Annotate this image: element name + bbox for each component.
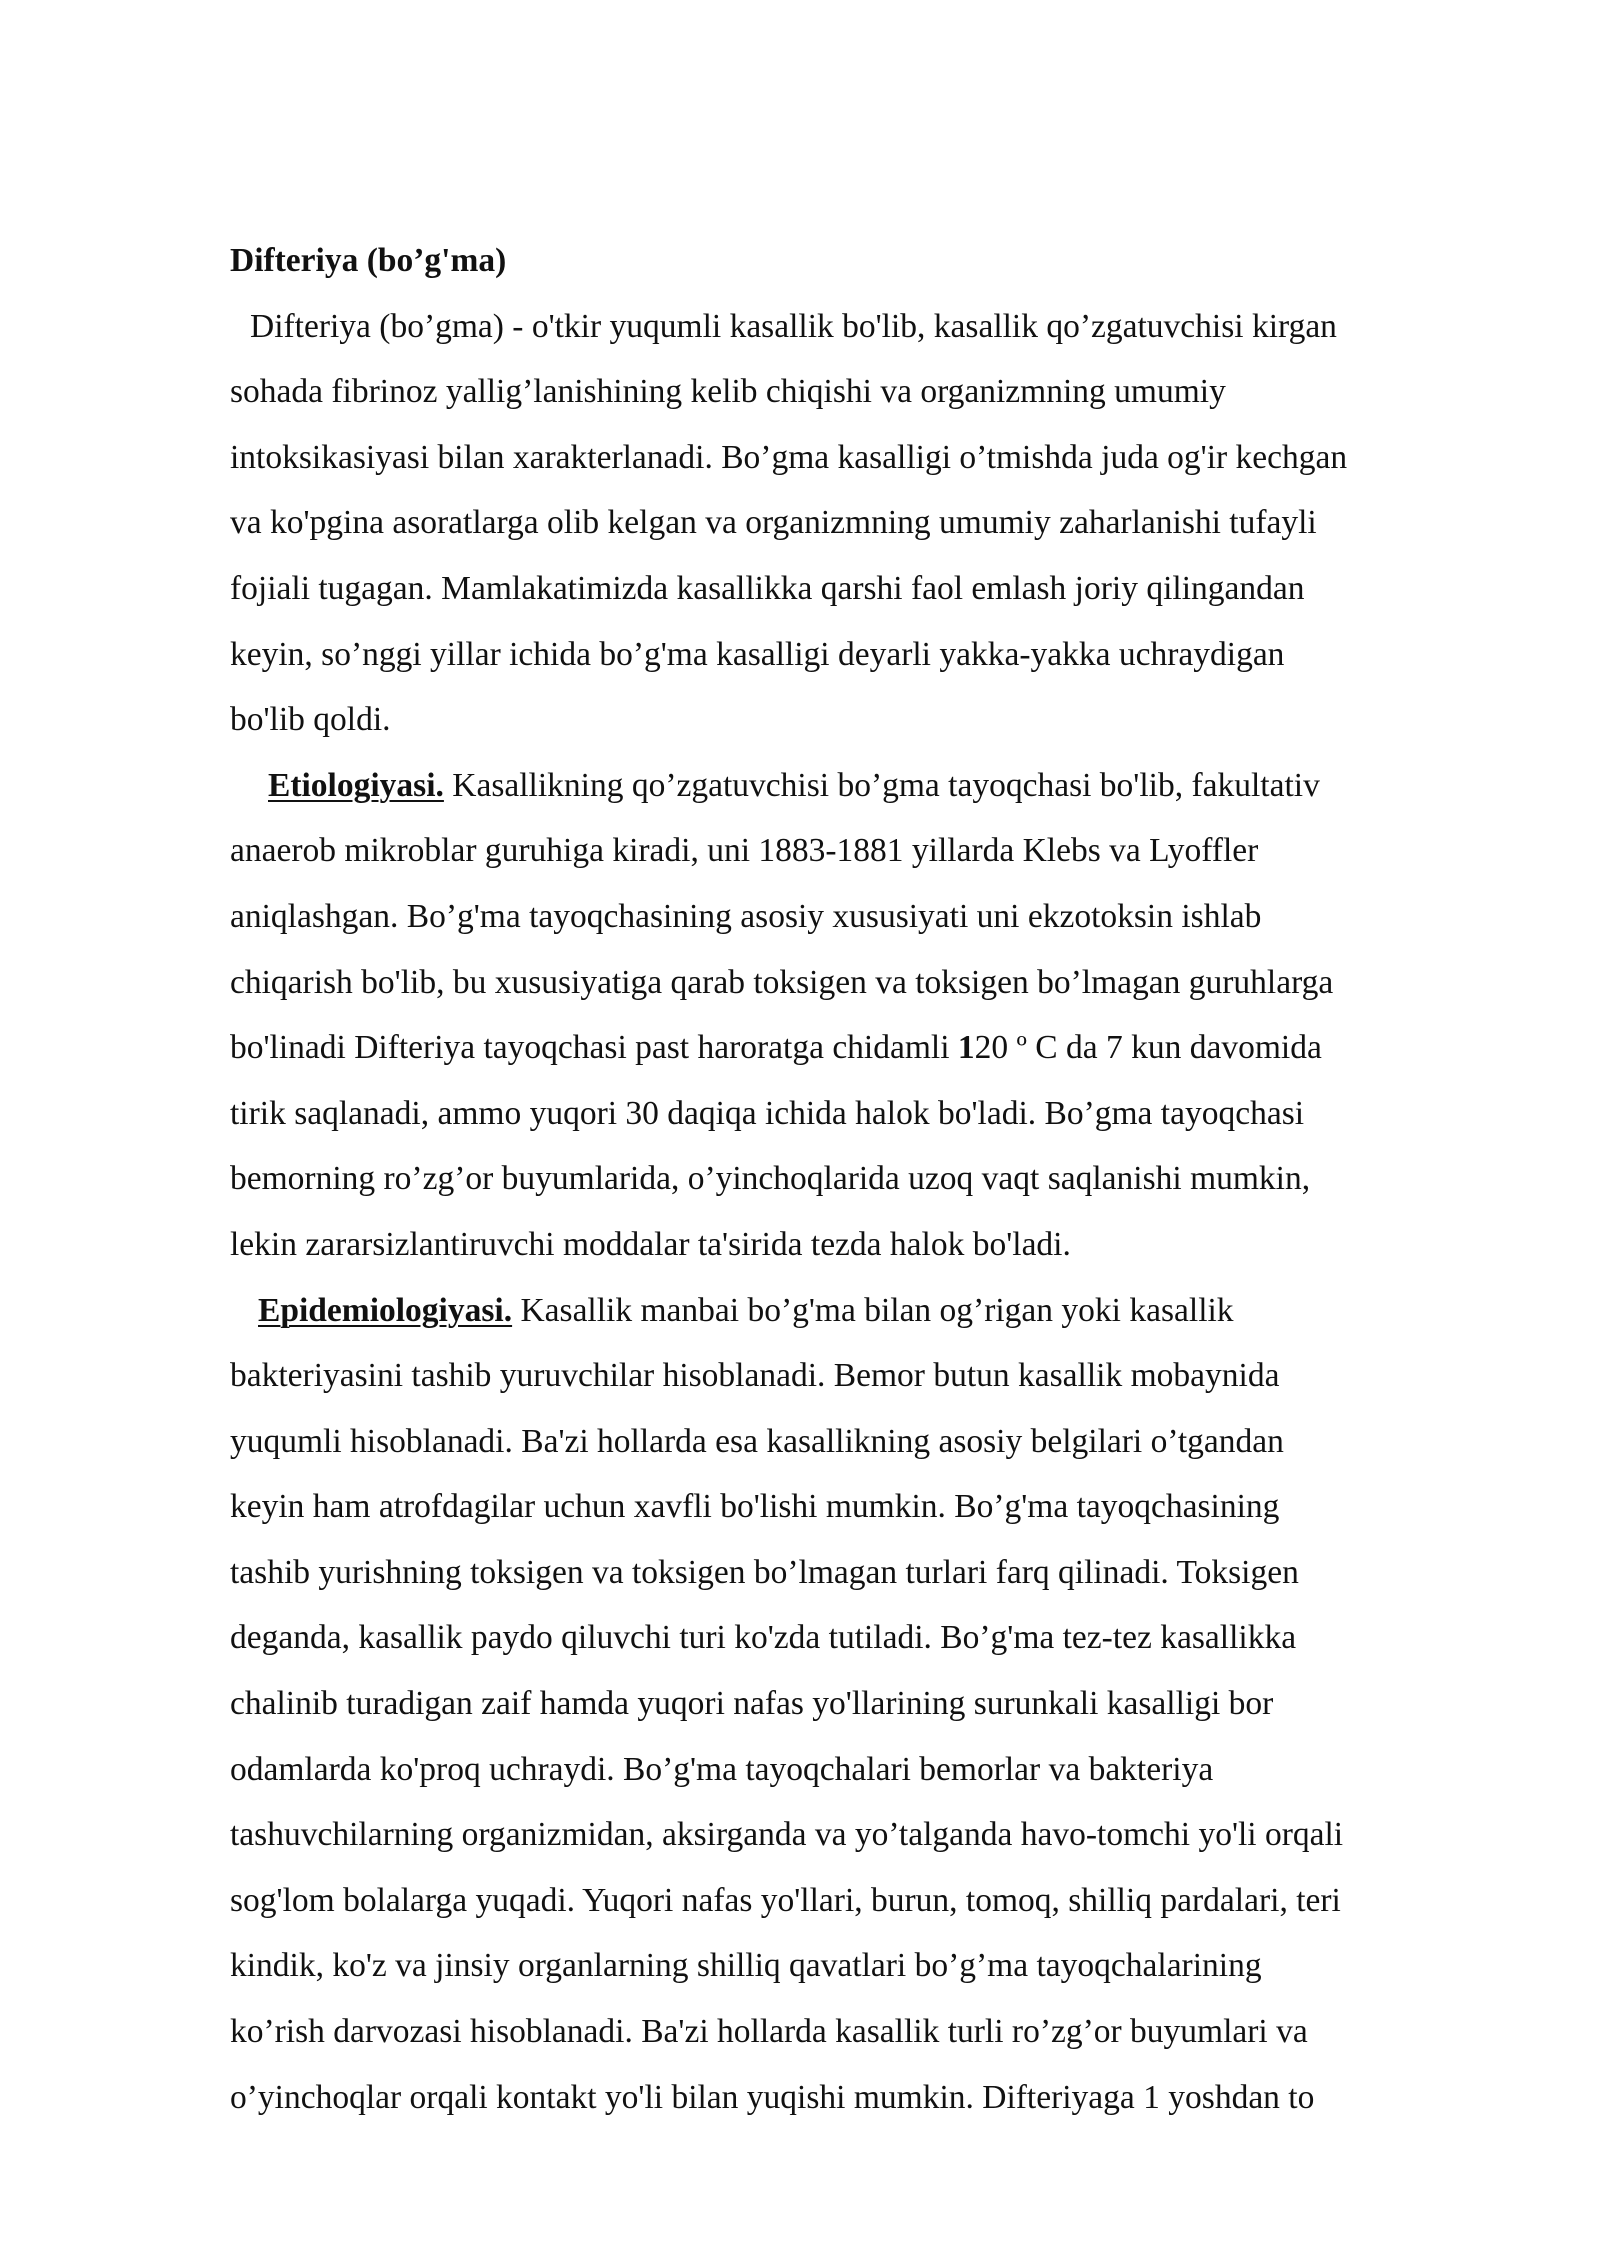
etiology-first-line: Kasallikning qo’zgatuvchisi bo’gma tayoqchasi bo'lib, fakultativ	[443, 766, 1320, 804]
document-title: Difteriya (bo’g'ma)	[230, 242, 507, 279]
paragraph-line: fojiali tugagan. Mamlakatimizda kasallikka qarshi faol emlash joriy qilingandan	[230, 569, 1305, 607]
paragraph-line: chiqarish bo'lib, bu xususiyatiga qarab toksigen va toksigen bo’lmagan guruhlarga	[230, 963, 1334, 1001]
paragraph-line: o’yinchoqlar orqali kontakt yo'li bilan yuqishi mumkin. Difteriyaga 1 yoshdan to	[230, 2078, 1315, 2116]
epidemiology-heading: Epidemiologiyasi.	[258, 1291, 513, 1329]
paragraph-line: sog'lom bolalarga yuqadi. Yuqori nafas yo'llari, burun, tomoq, shilliq pardalari, teri	[230, 1881, 1341, 1919]
paragraph-line: lekin zararsizlantiruvchi moddalar ta'sirida tezda halok bo'ladi.	[230, 1225, 1071, 1263]
paragraph-line: bemorning ro’zg’or buyumlarida, o’yinchoqlarida uzoq vaqt saqlanishi mumkin,	[230, 1160, 1311, 1198]
paragraph-line	[230, 753, 1530, 819]
etiology-paragraph	[230, 753, 1530, 1278]
paragraph-line: deganda, kasallik paydo qiluvchi turi ko'zda tutiladi. Bo’g'ma tez-tez kasallikka	[230, 1619, 1297, 1657]
paragraph-line: tashuvchilarning organizmidan, aksirganda va yo’talganda havo-tomchi yo'li orqali	[230, 1816, 1344, 1854]
etiology-heading: Etiologiyasi.	[268, 766, 444, 804]
paragraph-line	[230, 1278, 1530, 1344]
document-page	[230, 228, 1530, 2130]
temp-bold-digit: 1	[957, 1029, 975, 1067]
temp-text-before: bo'linadi Difteriya tayoqchasi past haroratga chidamli	[230, 1029, 958, 1067]
paragraph-line: keyin ham atrofdagilar uchun xavfli bo'lishi mumkin. Bo’g'ma tayoqchasining	[230, 1488, 1280, 1526]
paragraph-line: tirik saqlanadi, ammo yuqori 30 daqiqa ichida halok bo'ladi. Bo’gma tayoqchasi	[230, 1094, 1305, 1132]
paragraph-line: kindik, ko'z va jinsiy organlarning shilliq qavatlari bo’g’ma tayoqchalarining	[230, 1947, 1262, 1985]
epidemiology-paragraph	[230, 1278, 1530, 2131]
paragraph-line: keyin, so’nggi yillar ichida bo’g'ma kasalligi deyarli yakka-yakka uchraydigan	[230, 635, 1285, 673]
paragraph-line: odamlarda ko'proq uchraydi. Bo’g'ma tayoqchalari bemorlar va bakteriya	[230, 1750, 1214, 1788]
paragraph-line: chalinib turadigan zaif hamda yuqori nafas yo'llarining surunkali kasalligi bor	[230, 1685, 1274, 1723]
paragraph-line: yuqumli hisoblanadi. Ba'zi hollarda esa kasallikning asosiy belgilari o’tgandan	[230, 1422, 1284, 1460]
temp-text-after: 20 º C da 7 kun davomida	[974, 1029, 1322, 1067]
paragraph-line: aniqlashgan. Bo’g'ma tayoqchasining asosiy xususiyati uni ekzotoksin ishlab	[230, 897, 1262, 935]
intro-paragraph	[230, 294, 1530, 753]
paragraph-line: sohada fibrinoz yallig’lanishining kelib chiqishi va organizmning umumiy	[230, 373, 1226, 411]
paragraph-line: intoksikasiyasi bilan xarakterlanadi. Bo’gma kasalligi o’tmishda juda og'ir kechgan	[230, 438, 1348, 476]
paragraph-line: ko’rish darvozasi hisoblanadi. Ba'zi hollarda kasallik turli ro’zg’or buyumlari va	[230, 2013, 1308, 2051]
paragraph-line: bakteriyasini tashib yuruvchilar hisoblanadi. Bemor butun kasallik mobaynida	[230, 1357, 1280, 1395]
paragraph-line: va ko'pgina asoratlarga olib kelgan va organizmning umumiy zaharlanishi tufayli	[230, 504, 1317, 542]
paragraph-line: Difteriya (bo’gma) - o'tkir yuqumli kasallik bo'lib, kasallik qo’zgatuvchisi kirgan	[250, 307, 1337, 345]
paragraph-line	[230, 1015, 1530, 1081]
paragraph-line: bo'lib qoldi.	[230, 701, 391, 739]
epidemiology-first-line: Kasallik manbai bo’g'ma bilan og’rigan yoki kasallik	[512, 1291, 1234, 1329]
paragraph-line: anaerob mikroblar guruhiga kiradi, uni 1883-1881 yillarda Klebs va Lyoffler	[230, 832, 1259, 870]
paragraph-line: tashib yurishning toksigen va toksigen bo’lmagan turlari farq qilinadi. Toksigen	[230, 1553, 1299, 1591]
